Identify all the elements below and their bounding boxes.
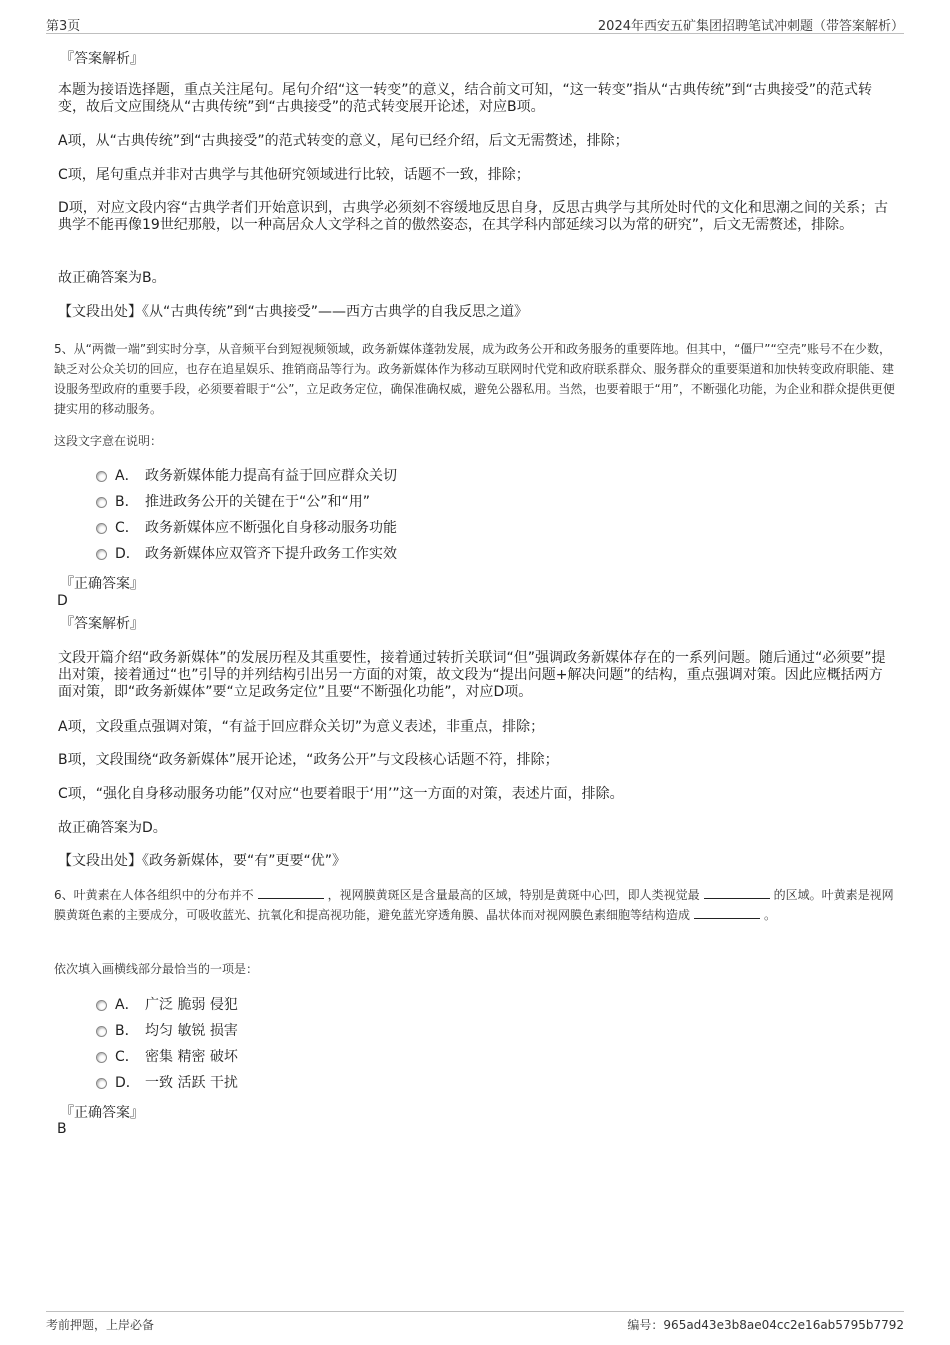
radio-icon[interactable]: [96, 549, 107, 560]
q5-option-a[interactable]: A． 政务新媒体能力提高有益于回应群众关切: [96, 466, 397, 486]
q5-correct-answer: D: [57, 593, 68, 609]
q4-analysis-option-a: A项，从“古典传统”到“古典接受”的范式转变的意义，尾句已经介绍，后文无需赘述，排除；: [58, 133, 629, 149]
q4-analysis-option-c: C项，尾句重点并非对古典学与其他研究领域进行比较，话题不一致，排除；: [58, 167, 530, 183]
page-footer: [46, 1311, 904, 1334]
radio-icon[interactable]: [96, 1052, 107, 1063]
document-code: 编号：965ad43e3b8ae04cc2e16ab5795b7792: [627, 1318, 904, 1332]
q6-prompt: 依次填入画横线部分最恰当的一项是：: [54, 962, 259, 976]
q5-conclusion: 故正确答案为D。: [58, 820, 167, 836]
radio-icon[interactable]: [96, 1000, 107, 1011]
q4-source: 【文段出处】《从“古典传统”到“古典接受”——西方古典学的自我反思之道》: [58, 304, 529, 320]
radio-icon[interactable]: [96, 471, 107, 482]
q5-option-d[interactable]: D． 政务新媒体应双管齐下提升政务工作实效: [96, 544, 397, 564]
page-number: 第3页: [46, 19, 81, 34]
q5-source: 【文段出处】《政务新媒体，要“有”更要“优”》: [58, 853, 347, 869]
q5-option-b[interactable]: B． 推进政务公开的关键在于“公”和“用”: [96, 492, 370, 512]
q6-option-c[interactable]: C． 密集 精密 破坏: [96, 1047, 238, 1067]
q5-analysis-paragraph: 文段开篇介绍“政务新媒体”的发展历程及其重要性，接着通过转折关联词“但”强调政务新媒体存在的一系列问题。随后通过“必须要”提出对策，接着通过“也”引导的并列结构引出另一方面的对策，故文段为“提出问题+解决问题”的结构，重点强调对策。因此应概括两方面对策，即“政务新媒体”要“立足政务定位”且要“不断强化功能”，对应D项。: [58, 650, 886, 700]
q6-option-d[interactable]: D． 一致 活跃 干扰: [96, 1073, 238, 1093]
radio-icon[interactable]: [96, 523, 107, 534]
q5-prompt: 这段文字意在说明：: [54, 434, 163, 448]
q6-option-a[interactable]: A． 广泛 脆弱 侵犯: [96, 995, 238, 1015]
fill-blank-3: [694, 906, 760, 919]
q4-analysis-paragraph: 本题为接语选择题，重点关注尾句。尾句介绍“这一转变”的意义，结合前文可知，“这一转变”指从“古典传统”到“古典接受”的范式转变，故后文应围绕从“古典传统”到“古典接受”的范式转变展开论述，对应B项。: [58, 82, 873, 115]
page-header: [46, 15, 904, 34]
q5-correct-label: 『正确答案』: [60, 576, 144, 592]
q4-analysis-label: 『答案解析』: [60, 51, 144, 67]
q5-option-c[interactable]: C． 政务新媒体应不断强化自身移动服务功能: [96, 518, 397, 538]
q6-correct-label: 『正确答案』: [60, 1105, 144, 1121]
q5-analysis-label: 『答案解析』: [60, 616, 144, 632]
radio-icon[interactable]: [96, 1078, 107, 1089]
radio-icon[interactable]: [96, 497, 107, 508]
q4-analysis-option-d: D项，对应文段内容“古典学者们开始意识到，古典学必须刻不容缓地反思自身，反思古典学与其所处时代的文化和思潮之间的关系；古典学不能再像19世纪那般，以一种高居众人文学科之首的傲然姿态，在其学科内部延续习以为常的研究”，后文无需赘述，排除。: [58, 200, 889, 233]
q6-stem: 6、叶黄素在人体各组织中的分布并不 ，视网膜黄斑区是含量最高的区域，特别是黄斑中心凹，即人类视觉最 的区域。叶黄素是视网膜黄斑色素的主要成分，可吸收蓝光、抗氧化和提高视功能，避免蓝光穿透角膜、晶状体而对视网膜色素细胞等结构造成 。: [54, 888, 894, 922]
fill-blank-2: [704, 886, 770, 899]
q5-analysis-option-a: A项，文段重点强调对策，“有益于回应群众关切”为意义表述，非重点，排除；: [58, 719, 545, 735]
q5-stem: 5、从“两微一端”到实时分享，从音频平台到短视频领域，政务新媒体蓬勃发展，成为政务公开和政务服务的重要阵地。但其中，“僵尸”“空壳”账号不在少数，缺乏对公众关切的回应，也存在追星娱乐、推销商品等行为。政务新媒体作为移动互联网时代党和政府联系群众、服务群众的重要渠道和加快转变政府职能、建设服务型政府的重要手段，必须要着眼于“公”，立足政务定位，确保准确权威，避免公器私用。当然，也要着眼于“用”，不断强化功能，为企业和群众提供更便捷实用的移动服务。: [54, 342, 895, 416]
q6-option-b[interactable]: B． 均匀 敏锐 损害: [96, 1021, 238, 1041]
radio-icon[interactable]: [96, 1026, 107, 1037]
document-title: 2024年西安五矿集团招聘笔试冲刺题（带答案解析）: [597, 19, 904, 34]
q4-conclusion: 故正确答案为B。: [58, 270, 166, 286]
q5-analysis-option-b: B项，文段围绕“政务新媒体”展开论述，“政务公开”与文段核心话题不符，排除；: [58, 752, 559, 768]
q5-analysis-option-c: C项，“强化自身移动服务功能”仅对应“也要着眼于‘用’”这一方面的对策，表述片面，排除。: [58, 786, 624, 802]
footer-slogan: 考前押题，上岸必备: [46, 1318, 155, 1332]
q6-correct-answer: B: [57, 1121, 67, 1137]
fill-blank-1: [258, 886, 324, 899]
